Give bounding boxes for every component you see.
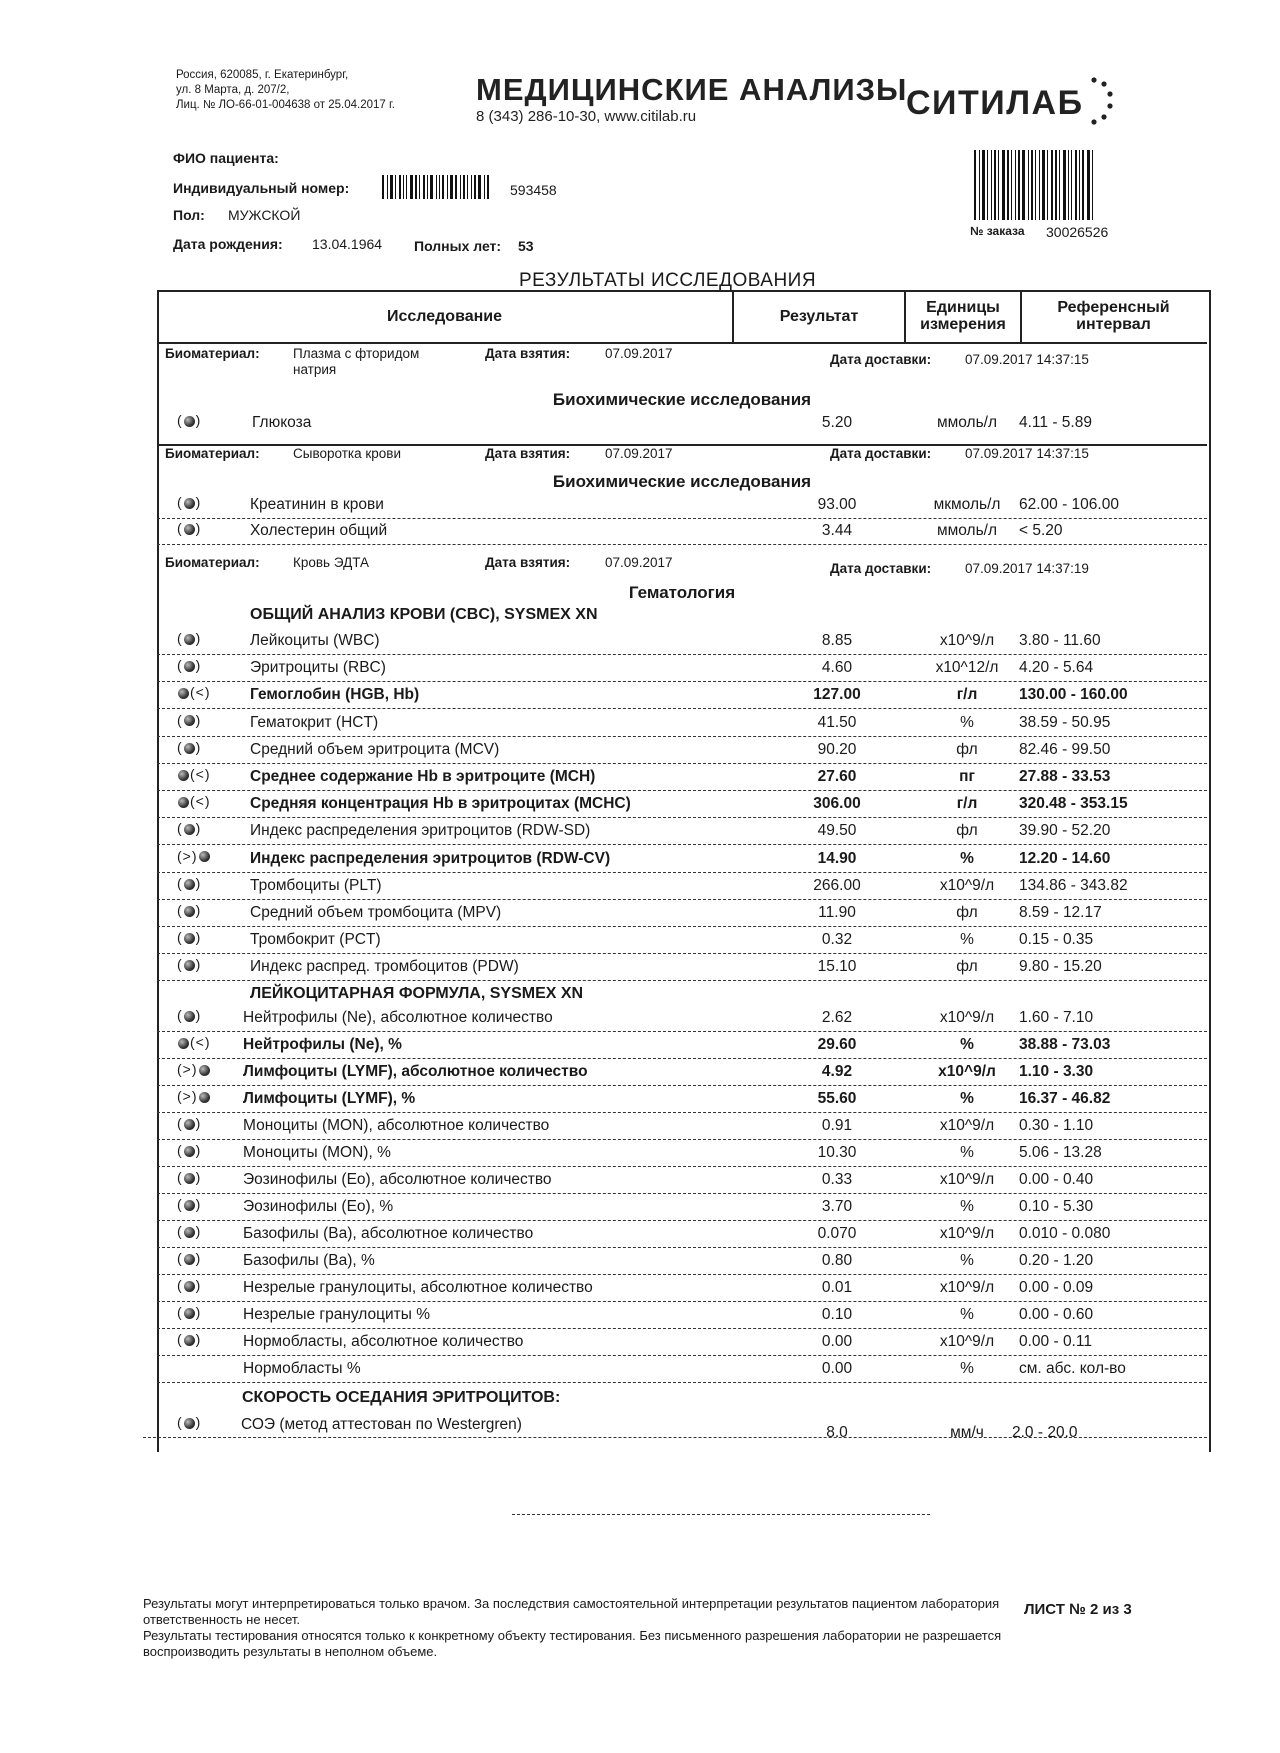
- flag: ( ): [177, 1142, 202, 1158]
- test-ref: 0.00 - 0.40: [1019, 1171, 1094, 1188]
- group-title-cbc: ОБЩИЙ АНАЛИЗ КРОВИ (CBC), SYSMEX XN: [250, 606, 598, 623]
- test-result: 0.01: [821, 1279, 853, 1296]
- biomaterial-label: Биоматериал:: [165, 555, 260, 570]
- test-result: 0.10: [821, 1306, 853, 1323]
- result-row-nrbcpct: [157, 1356, 1207, 1383]
- result-row-hgb: [157, 682, 1207, 709]
- test-ref: см. абс. кол-во: [1019, 1360, 1126, 1377]
- result-row-neabs: [157, 1005, 1207, 1032]
- taken-value: 07.09.2017: [605, 446, 673, 461]
- test-name: Эозинофилы (Eo), абсолютное количество: [243, 1171, 552, 1188]
- flag: ( ): [177, 1277, 202, 1293]
- result-row-plt: [157, 873, 1207, 900]
- test-unit: %: [960, 1252, 974, 1269]
- status-dot-icon: [184, 1418, 195, 1429]
- test-unit: x10^9/л: [939, 1279, 995, 1296]
- group-title-diff: ЛЕЙКОЦИТАРНАЯ ФОРМУЛА, SYSMEX XN: [250, 985, 584, 1002]
- test-ref: 4.20 - 5.64: [1019, 659, 1094, 677]
- status-dot-icon: [178, 770, 189, 781]
- logo: СИТИЛАБ: [906, 84, 1084, 122]
- test-name: Базофилы (Ba), %: [243, 1252, 375, 1269]
- flag: ( ): [177, 1250, 202, 1266]
- test-result: 0.91: [821, 1117, 853, 1134]
- flag: (<): [177, 1034, 227, 1050]
- result-row-rdwcv: [157, 846, 1207, 873]
- biomaterial-value: Кровь ЭДТА: [293, 555, 370, 570]
- test-name: Эритроциты (RBC): [250, 659, 386, 677]
- result-row-bapct: [157, 1248, 1207, 1275]
- delivered-label: Дата доставки:: [830, 561, 932, 576]
- status-dot-icon: [184, 1254, 195, 1265]
- brand-title: МЕДИЦИНСКИЕ АНАЛИЗЫ: [476, 72, 908, 107]
- test-name: Базофилы (Ba), абсолютное количество: [243, 1225, 534, 1242]
- flag: ( ): [177, 1115, 202, 1131]
- test-unit: мм/ч: [950, 1424, 984, 1441]
- test-ref: 0.010 - 0.080: [1019, 1225, 1111, 1242]
- test-name: Индекс распределения эритроцитов (RDW-SD): [250, 822, 591, 840]
- test-unit: x10^9/л: [939, 1117, 995, 1134]
- result-row-rdwsd: [157, 818, 1207, 845]
- result-row-creatinine: [157, 492, 1207, 519]
- flag: ( ): [177, 412, 202, 428]
- test-name: Средний объем тромбоцита (MPV): [250, 904, 502, 921]
- result-row-lypct: [157, 1086, 1207, 1113]
- test-result: 0.00: [821, 1333, 853, 1350]
- test-result: 29.60: [817, 1036, 857, 1053]
- test-result: 15.10: [817, 958, 857, 976]
- test-ref: 0.15 - 0.35: [1019, 931, 1094, 949]
- test-result: 27.60: [817, 768, 857, 785]
- delivered-label: Дата доставки:: [830, 446, 932, 461]
- flag: ( ): [177, 820, 202, 837]
- flag: ( ): [177, 929, 202, 946]
- status-dot-icon: [178, 688, 189, 699]
- test-ref: 38.88 - 73.03: [1019, 1036, 1111, 1053]
- test-result: 3.44: [821, 522, 853, 539]
- test-ref: 1.60 - 7.10: [1019, 1009, 1094, 1026]
- result-row-mchc: [157, 791, 1207, 818]
- test-result: 5.20: [821, 414, 853, 431]
- delivered-value: 07.09.2017 14:37:15: [965, 446, 1089, 461]
- test-result: 0.070: [817, 1225, 857, 1242]
- test-unit: x10^9/л: [939, 1171, 995, 1188]
- test-unit: фл: [956, 904, 978, 921]
- test-result: 90.20: [817, 740, 857, 758]
- test-unit: %: [960, 1360, 974, 1377]
- status-dot-icon: [184, 661, 195, 672]
- address-line: Россия, 620085, г. Екатеринбург,: [176, 69, 349, 81]
- test-unit: фл: [956, 740, 978, 758]
- test-result: 0.32: [821, 931, 853, 949]
- sheet-number: ЛИСТ № 2 из 3: [1024, 1601, 1132, 1618]
- test-result: 41.50: [817, 713, 857, 731]
- status-dot-icon: [184, 1335, 195, 1346]
- status-dot-icon: [184, 743, 195, 754]
- result-row-igpct: [157, 1302, 1207, 1329]
- taken-value: 07.09.2017: [605, 346, 673, 361]
- biomaterial-label: Биоматериал:: [165, 446, 260, 461]
- test-name: Холестерин общий: [250, 522, 388, 539]
- status-dot-icon: [184, 1308, 195, 1319]
- status-dot-icon: [199, 851, 210, 862]
- test-result: 49.50: [817, 822, 857, 840]
- test-unit: x10^9/л: [939, 632, 995, 649]
- delivered-value: 07.09.2017 14:37:19: [965, 561, 1089, 576]
- delivered-label: Дата доставки:: [830, 352, 932, 367]
- id-value: 593458: [510, 182, 557, 198]
- status-dot-icon: [184, 879, 195, 890]
- test-unit: %: [960, 1090, 974, 1107]
- result-row-glucose: [157, 410, 1207, 436]
- flag: ( ): [177, 657, 202, 674]
- section-title: Биохимические исследования: [552, 390, 812, 409]
- test-unit: фл: [956, 958, 978, 976]
- flag: ( ): [177, 630, 202, 646]
- result-row-esr: [157, 1412, 1207, 1441]
- sex-value: МУЖСКОЙ: [228, 207, 301, 223]
- test-unit: мкмоль/л: [933, 496, 1001, 513]
- disclaimer-text: Результаты тестирования относятся только к конкретному объекту тестирования. Без письменного разрешения лаборатории не разрешается воспроизводить результаты в неполном объеме.: [143, 1628, 1002, 1659]
- test-result: 0.00: [821, 1360, 853, 1377]
- test-name: Гематокрит (HCT): [250, 713, 379, 731]
- group-title-esr: СКОРОСТЬ ОСЕДАНИЯ ЭРИТРОЦИТОВ:: [242, 1389, 561, 1406]
- test-ref: 134.86 - 343.82: [1019, 876, 1128, 894]
- test-result: 10.30: [817, 1144, 857, 1161]
- id-label: Индивидуальный номер:: [173, 180, 350, 196]
- result-row-cholesterol: [157, 518, 1207, 545]
- test-name: Незрелые гранулоциты %: [243, 1306, 430, 1323]
- test-name: Моноциты (MON), абсолютное количество: [243, 1117, 550, 1134]
- test-ref: 130.00 - 160.00: [1019, 686, 1128, 704]
- test-unit: ммоль/л: [936, 414, 998, 431]
- test-ref: 5.06 - 13.28: [1019, 1144, 1102, 1161]
- test-ref: 0.30 - 1.10: [1019, 1117, 1094, 1134]
- fio-label: ФИО пациента:: [173, 150, 279, 166]
- test-name: Индекс распред. тромбоцитов (PDW): [250, 958, 519, 976]
- flag: (>): [177, 1061, 227, 1077]
- result-row-lyabs: [157, 1059, 1207, 1086]
- status-dot-icon: [184, 1173, 195, 1184]
- result-row-mpv: [157, 900, 1207, 927]
- taken-label: Дата взятия:: [485, 555, 571, 570]
- flag: ( ): [177, 874, 202, 891]
- flag: ( ): [177, 956, 202, 973]
- disclaimer: [143, 1596, 1003, 1660]
- test-ref: 62.00 - 106.00: [1019, 496, 1119, 513]
- taken-label: Дата взятия:: [485, 346, 571, 361]
- flag: ( ): [177, 1169, 202, 1185]
- result-row-pct: [157, 927, 1207, 954]
- test-result: 0.33: [821, 1171, 853, 1188]
- result-row-nepct: [157, 1032, 1207, 1059]
- test-result: 55.60: [817, 1090, 857, 1107]
- test-unit: %: [960, 849, 974, 867]
- test-unit: %: [960, 1036, 974, 1053]
- result-row-mch: [157, 764, 1207, 791]
- test-result: 127.00: [813, 686, 861, 704]
- test-unit: x10^9/л: [939, 1333, 995, 1350]
- flag: (>): [177, 1088, 227, 1104]
- test-ref: 3.80 - 11.60: [1019, 632, 1101, 649]
- flag: ( ): [177, 1223, 202, 1239]
- flag: (<): [177, 766, 227, 782]
- status-dot-icon: [199, 1092, 210, 1103]
- test-name: Креатинин в крови: [250, 496, 384, 513]
- status-dot-icon: [184, 1200, 195, 1211]
- test-name: Гемоглобин (HGB, Hb): [250, 686, 420, 704]
- test-unit: %: [960, 931, 974, 949]
- order-label: № заказа: [970, 224, 1025, 238]
- lab-address: [176, 68, 395, 113]
- test-name: Лимфоциты (LYMF), %: [243, 1090, 416, 1107]
- logo-dots-icon: [1088, 76, 1116, 126]
- flag: ( ): [177, 1304, 202, 1320]
- header-ref: Референсный интервал: [1057, 299, 1170, 333]
- patient-barcode: [382, 175, 491, 199]
- test-name: Средний объем эритроцита (MCV): [250, 740, 500, 758]
- status-dot-icon: [199, 1065, 210, 1076]
- flag: ( ): [177, 1196, 202, 1212]
- status-dot-icon: [184, 1281, 195, 1292]
- test-unit: x10^12/л: [935, 659, 999, 677]
- test-unit: %: [960, 713, 974, 731]
- status-dot-icon: [178, 1038, 189, 1049]
- test-ref: 39.90 - 52.20: [1019, 822, 1111, 840]
- test-name: Нейтрофилы (Ne), %: [243, 1036, 402, 1053]
- test-ref: 1.10 - 3.30: [1019, 1063, 1094, 1080]
- section-title: Биохимические исследования: [552, 472, 812, 491]
- status-dot-icon: [184, 634, 195, 645]
- test-name: Среднее содержание Hb в эритроците (MCH): [250, 768, 596, 785]
- test-ref: 9.80 - 15.20: [1019, 958, 1102, 976]
- test-name: Нейтрофилы (Ne), абсолютное количество: [243, 1009, 553, 1026]
- flag: ( ): [177, 711, 202, 728]
- flag: (<): [177, 793, 227, 809]
- test-unit: x10^9/л: [938, 1063, 996, 1080]
- flag: ( ): [177, 1007, 202, 1023]
- taken-value: 07.09.2017: [605, 555, 673, 570]
- test-unit: пг: [959, 768, 975, 785]
- biomaterial-label: Биоматериал:: [165, 346, 260, 361]
- test-ref: 0.20 - 1.20: [1019, 1252, 1094, 1269]
- test-unit: фл: [956, 822, 978, 840]
- age-value: 53: [518, 238, 534, 254]
- status-dot-icon: [184, 960, 195, 971]
- test-result: 4.60: [821, 659, 853, 677]
- test-ref: 320.48 - 353.15: [1019, 795, 1128, 813]
- status-dot-icon: [184, 824, 195, 835]
- result-row-wbc: [157, 628, 1207, 655]
- test-name: Незрелые гранулоциты, абсолютное количество: [243, 1279, 593, 1296]
- taken-label: Дата взятия:: [485, 446, 571, 461]
- dob-label: Дата рождения:: [173, 236, 283, 252]
- flag: ( ): [177, 494, 202, 510]
- flag: ( ): [177, 1414, 202, 1430]
- test-name: Тромбокрит (PCT): [250, 931, 381, 949]
- test-name: Индекс распределения эритроцитов (RDW-CV): [250, 849, 611, 867]
- test-result: 0.80: [821, 1252, 853, 1269]
- test-unit: x10^9/л: [939, 1009, 995, 1026]
- test-name: Лейкоциты (WBC): [250, 632, 380, 649]
- section-title: Гематология: [628, 583, 736, 602]
- test-unit: г/л: [956, 795, 978, 813]
- result-row-mcv: [157, 737, 1207, 764]
- dob-value: 13.04.1964: [312, 236, 383, 252]
- test-result: 14.90: [817, 849, 857, 867]
- header-result: Результат: [734, 290, 906, 342]
- test-unit: x10^9/л: [939, 876, 995, 894]
- result-row-pdw: [157, 954, 1207, 981]
- status-dot-icon: [184, 1119, 195, 1130]
- status-dot-icon: [184, 524, 195, 535]
- test-result: 2.62: [821, 1009, 853, 1026]
- sex-label: Пол:: [173, 207, 205, 223]
- test-unit: г/л: [956, 686, 978, 704]
- test-unit: ммоль/л: [936, 522, 998, 539]
- test-ref: 4.11 - 5.89: [1019, 414, 1092, 431]
- brand-phone: 8 (343) 286-10-30, www.citilab.ru: [476, 108, 697, 125]
- test-name: Глюкоза: [252, 414, 312, 431]
- test-name: Лимфоциты (LYMF), абсолютное количество: [243, 1063, 588, 1080]
- test-result: 4.92: [821, 1063, 853, 1080]
- status-dot-icon: [184, 1146, 195, 1157]
- header-units: Единицы измерения: [906, 290, 1022, 342]
- result-row-igabs: [157, 1275, 1207, 1302]
- document-title: РЕЗУЛЬТАТЫ ИССЛЕДОВАНИЯ: [518, 270, 817, 291]
- flag: ( ): [177, 1331, 202, 1347]
- table-header: [157, 290, 1207, 344]
- status-dot-icon: [178, 797, 189, 808]
- biomaterial-value: Плазма с фторидом натрия: [293, 346, 420, 377]
- order-number: 30026526: [1046, 224, 1109, 240]
- test-ref: 0.00 - 0.09: [1019, 1279, 1094, 1296]
- test-result: 3.70: [821, 1198, 853, 1215]
- test-ref: 82.46 - 99.50: [1019, 740, 1111, 758]
- result-row-rbc: [157, 655, 1207, 682]
- header-study: Исследование: [157, 290, 734, 342]
- biomaterial-value: Сыворотка крови: [293, 446, 401, 461]
- result-row-baabs: [157, 1221, 1207, 1248]
- test-unit: x10^9/л: [939, 1225, 995, 1242]
- test-result: 8.85: [821, 632, 853, 649]
- test-unit: %: [960, 1306, 974, 1323]
- test-unit: %: [960, 1144, 974, 1161]
- flag: ( ): [177, 902, 202, 918]
- status-dot-icon: [184, 1011, 195, 1022]
- test-ref: 0.10 - 5.30: [1019, 1198, 1094, 1215]
- address-line: ул. 8 Марта, д. 207/2,: [176, 84, 290, 96]
- test-unit: %: [960, 1198, 974, 1215]
- test-name: СОЭ (метод аттестован по Westergren): [241, 1416, 522, 1433]
- test-name: Тромбоциты (PLT): [250, 876, 382, 894]
- test-result: 8.0: [826, 1424, 848, 1441]
- test-result: 306.00: [813, 795, 861, 813]
- test-ref: 27.88 - 33.53: [1019, 768, 1111, 785]
- status-dot-icon: [184, 1227, 195, 1238]
- flag: ( ): [177, 738, 202, 755]
- status-dot-icon: [184, 416, 195, 427]
- result-row-eoabs: [157, 1167, 1207, 1194]
- result-row-nrbcabs: [157, 1329, 1207, 1356]
- test-name: Средняя концентрация Hb в эритроцитах (MCHC): [250, 795, 631, 813]
- test-ref: < 5.20: [1019, 522, 1063, 539]
- test-name: Нормобласты, абсолютное количество: [243, 1333, 524, 1350]
- disclaimer-text: Результаты могут интерпретироваться только врачом. За последствия самостоятельной интерпретации результатов пациентом лаборатория ответственность не несет.: [143, 1596, 1000, 1627]
- test-result: 266.00: [813, 876, 861, 894]
- status-dot-icon: [184, 933, 195, 944]
- biomaterial-row: [165, 346, 1195, 376]
- test-result: 11.90: [818, 904, 856, 921]
- flag: (<): [177, 684, 227, 700]
- flag: (>): [177, 848, 227, 864]
- delivered-value: 07.09.2017 14:37:15: [965, 352, 1089, 367]
- test-ref: 0.00 - 0.60: [1019, 1306, 1094, 1323]
- test-name: Моноциты (MON), %: [243, 1144, 391, 1161]
- test-ref: 2.0 - 20.0: [1012, 1424, 1078, 1441]
- test-name: Нормобласты %: [243, 1360, 361, 1377]
- result-row-hct: [157, 710, 1207, 737]
- age-label: Полных лет:: [414, 238, 502, 254]
- test-ref: 0.00 - 0.11: [1019, 1333, 1092, 1350]
- status-dot-icon: [184, 906, 195, 917]
- result-row-moabs: [157, 1113, 1207, 1140]
- test-ref: 38.59 - 50.95: [1019, 713, 1111, 731]
- test-ref: 8.59 - 12.17: [1019, 904, 1102, 921]
- test-ref: 12.20 - 14.60: [1019, 849, 1111, 867]
- test-result: 93.00: [817, 496, 857, 513]
- result-row-mopct: [157, 1140, 1207, 1167]
- result-row-eopct: [157, 1194, 1207, 1221]
- test-ref: 16.37 - 46.82: [1019, 1090, 1111, 1107]
- address-line: Лиц. № ЛО-66-01-004638 от 25.04.2017 г.: [176, 99, 395, 111]
- test-name: Эозинофилы (Eo), %: [243, 1198, 394, 1215]
- status-dot-icon: [184, 498, 195, 509]
- status-dot-icon: [184, 715, 195, 726]
- biomaterial-row: [165, 555, 1195, 585]
- flag: ( ): [177, 520, 202, 536]
- order-barcode: [974, 150, 1095, 220]
